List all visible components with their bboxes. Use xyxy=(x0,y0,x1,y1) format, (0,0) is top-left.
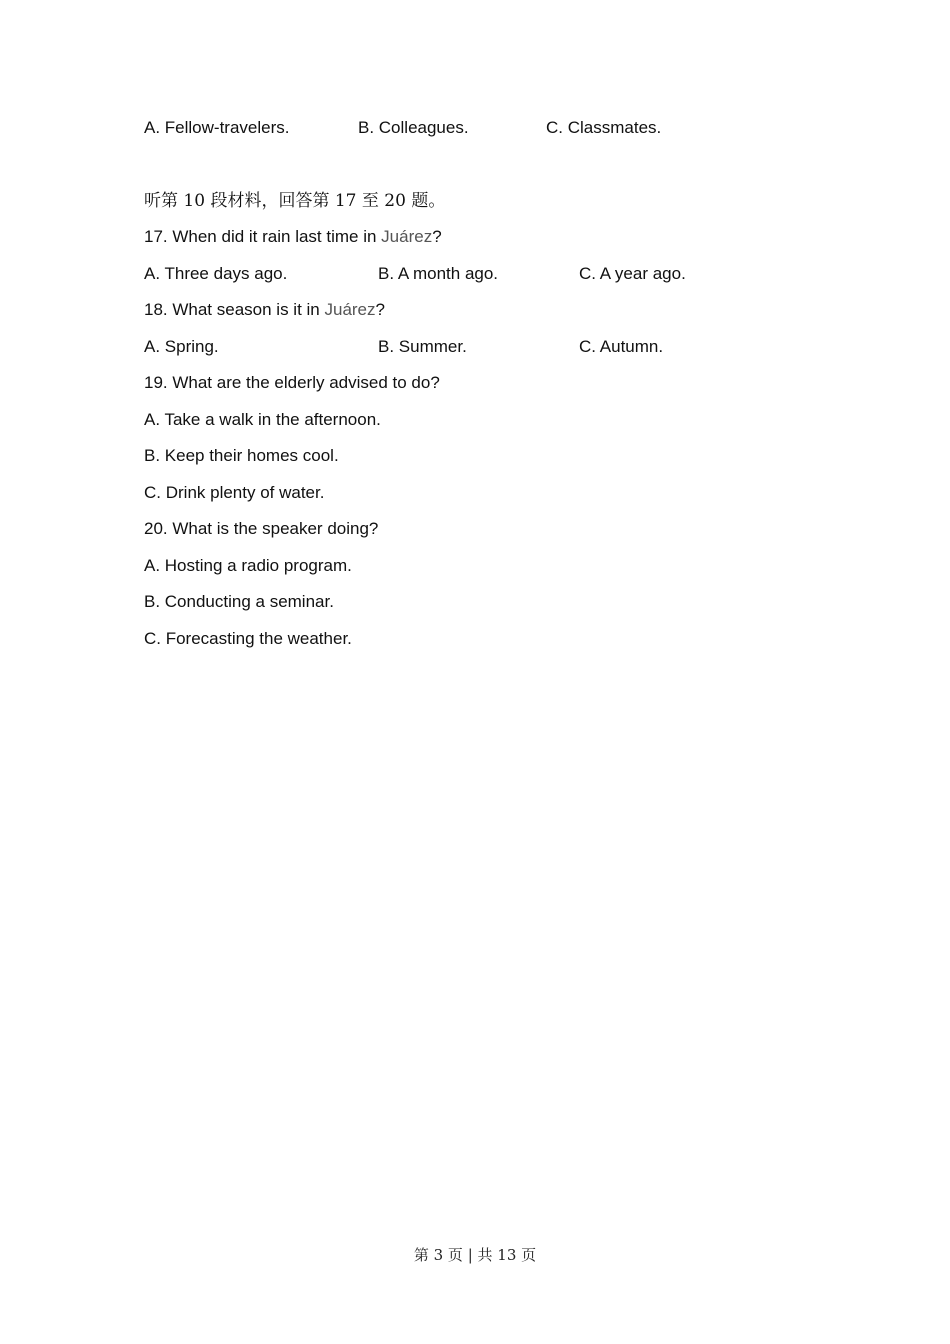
question-20-option-c: C. Forecasting the weather. xyxy=(144,629,352,648)
question-17-option-b: B. A month ago. xyxy=(378,264,499,283)
question-18-option-a: A. Spring. xyxy=(144,337,219,356)
question-18-option-b: B. Summer. xyxy=(378,337,467,356)
question-19-stem: 19. What are the elderly advised to do? xyxy=(144,373,440,392)
prev-option-c: C. Classmates. xyxy=(546,118,662,137)
question-18-mark: ? xyxy=(375,300,385,319)
question-18-option-c: C. Autumn. xyxy=(579,337,664,356)
question-17-option-c: C. A year ago. xyxy=(579,264,686,283)
question-19-option-b: B. Keep their homes cool. xyxy=(144,446,339,465)
prev-option-b: B. Colleagues. xyxy=(358,118,469,137)
section-instruction: 听第 10 段材料，回答第 17 至 20 题。 xyxy=(144,191,446,211)
page-footer: 第 3 页 | 共 13 页 xyxy=(413,1246,537,1264)
question-18-text: 18. What season is it in xyxy=(144,300,325,319)
question-20-option-b: B. Conducting a seminar. xyxy=(144,592,334,611)
question-17-stem xyxy=(144,226,442,248)
prev-option-a: A. Fellow-travelers. xyxy=(144,118,290,137)
question-17-option-a: A. Three days ago. xyxy=(144,264,288,283)
question-20-stem: 20. What is the speaker doing? xyxy=(144,519,379,538)
question-18-place: Juárez xyxy=(324,300,376,319)
question-19-option-c: C. Drink plenty of water. xyxy=(144,483,325,502)
question-17-text: 17. When did it rain last time in xyxy=(144,227,382,246)
question-17-place: Juárez xyxy=(381,227,433,246)
question-17-mark: ? xyxy=(432,227,442,246)
question-18-stem xyxy=(144,299,385,321)
question-20-option-a: A. Hosting a radio program. xyxy=(144,556,352,575)
question-19-option-a: A. Take a walk in the afternoon. xyxy=(144,410,381,429)
